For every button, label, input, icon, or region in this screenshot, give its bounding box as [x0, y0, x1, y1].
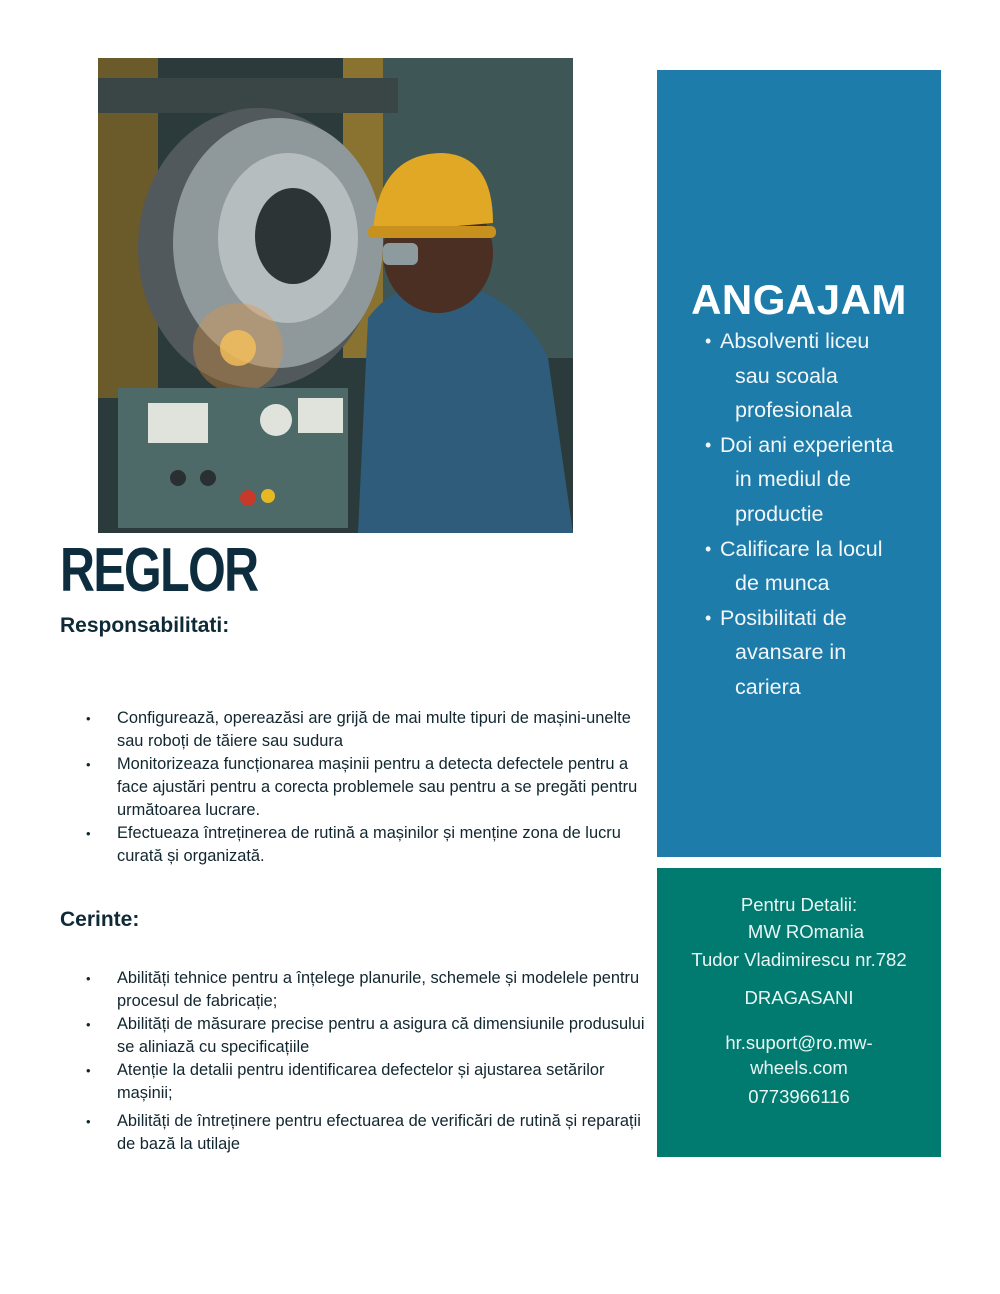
requirement-item: • Atenție la detalii pentru identificarea defectelor și ajustarea setărilor mașinii;	[86, 1059, 656, 1105]
requirements-heading: Cerinte:	[60, 908, 140, 931]
worker-machine-illustration	[98, 58, 573, 533]
requirement-item: • Abilități de măsurare precise pentru a asigura că dimensiunile produsului se aliniază cu specificațiile	[86, 1013, 656, 1059]
contact-panel	[657, 868, 941, 1157]
perk-item	[705, 324, 935, 428]
responsibilities-heading: Responsabilitati:	[60, 614, 230, 637]
perk-item	[705, 601, 935, 705]
responsibilities-list	[86, 707, 656, 868]
perk-line: • Doi ani experienta	[720, 432, 894, 457]
perk-item	[705, 532, 935, 601]
contact-label: Pentru Detalii:	[740, 894, 858, 915]
perk-line: • Posibilitati de	[720, 605, 847, 630]
perk-line: avansare in	[735, 640, 847, 665]
perk-line: • Calificare la locul	[720, 536, 883, 561]
responsibility-item: • Monitorizeaza funcționarea mașinii pentru a detecta defectele pentru a face ajustări pentru a corecta problemele sau pentru a se pregăti pentru următoarea lucrare.	[86, 753, 656, 822]
address: Tudor Vladimirescu nr.782	[691, 949, 907, 970]
hiring-panel-title: ANGAJAM	[691, 276, 907, 323]
email-line-2[interactable]: wheels.com	[750, 1057, 848, 1078]
phone-number[interactable]: 0773966116	[748, 1086, 850, 1107]
perk-line: de munca	[735, 571, 830, 596]
requirements-list	[86, 967, 656, 1156]
email-line-1[interactable]: hr.suport@ro.mw-	[725, 1032, 873, 1053]
job-title: REGLOR	[60, 536, 258, 605]
hero-image-worker-machine	[98, 58, 573, 533]
responsibility-item: • Efectueaza întreținerea de rutină a mașinilor și menține zona de lucru curată și organizată.	[86, 822, 656, 868]
perk-line: profesionala	[735, 398, 853, 423]
perk-item	[705, 428, 935, 532]
perk-line: productie	[735, 501, 824, 526]
perk-line: sau scoala	[735, 363, 838, 388]
requirement-item: • Abilități de întreținere pentru efectuarea de verificări de rutină și reparații de bază la utilaje	[86, 1110, 656, 1156]
requirement-item: • Abilități tehnice pentru a înțelege planurile, schemele și modelele pentru procesul de fabricație;	[86, 967, 656, 1013]
perk-line: • Absolventi liceu	[720, 329, 870, 353]
perk-line: cariera	[735, 674, 801, 699]
perks-list	[705, 324, 935, 705]
hiring-panel	[657, 70, 941, 857]
city: DRAGASANI	[744, 987, 854, 1008]
responsibility-item: • Configurează, opereazăsi are grijă de mai multe tipuri de mașini-unelte sau roboți de tăiere sau sudura	[86, 707, 656, 753]
company-name: MW ROmania	[747, 921, 865, 942]
perk-line: in mediul de	[735, 467, 851, 492]
